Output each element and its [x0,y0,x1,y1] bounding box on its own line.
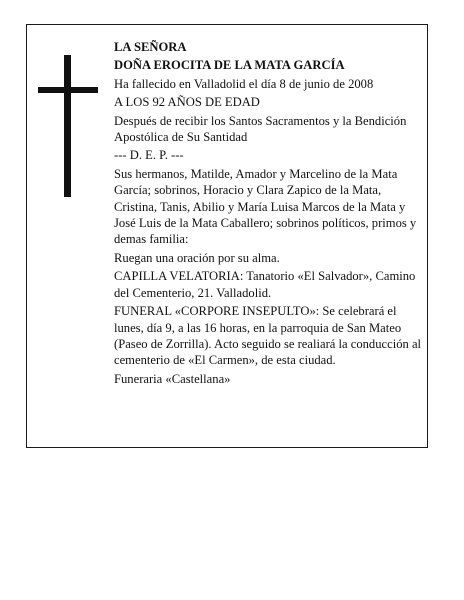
obituary-text [114,39,426,389]
death-statement: Ha fallecido en Valladolid el día 8 de junio de 2008 [114,76,374,91]
cross-vertical-bar [64,55,71,197]
family-list: Sus hermanos, Matilde, Amador y Marcelino de la Mata García; sobrinos, Horacio y Clara Zapico de la Mata, Cristina, Tanis, Abilio y María Luisa Marcos de la Mata y José Luis de la Mata Caballero; sobrinos políticos, primos y demas familia: [114,166,417,247]
cross-icon [38,55,98,197]
prayer-request: Ruegan una oración por su alma. [114,250,280,265]
cross-horizontal-bar [38,87,98,93]
funeral-info: FUNERAL «CORPORE INSEPULTO»: Se celebrará el lunes, día 9, a las 16 horas, en la parroquia de San Mateo (Paseo de Zorrilla). Acto seguido se realiará la conducción al cementerio de «El Carmen», de esta ciudad. [114,304,422,368]
deceased-name: DOÑA EROCITA DE LA MATA GARCÍA [114,58,345,73]
age-statement: A LOS 92 AÑOS DE EDAD [114,95,260,110]
funeral-home: Funeraria «Castellana» [114,371,231,386]
dep-line: --- D. E. P. --- [114,148,184,163]
chapel-info: CAPILLA VELATORIA: Tanatorio «El Salvador», Camino del Cementerio, 21. Valladolid. [114,269,416,300]
sacraments-statement: Después de recibir los Santos Sacramentos y la Bendición Apostólica de Su Santidad [114,113,407,145]
honorific: LA SEÑORA [114,40,187,54]
